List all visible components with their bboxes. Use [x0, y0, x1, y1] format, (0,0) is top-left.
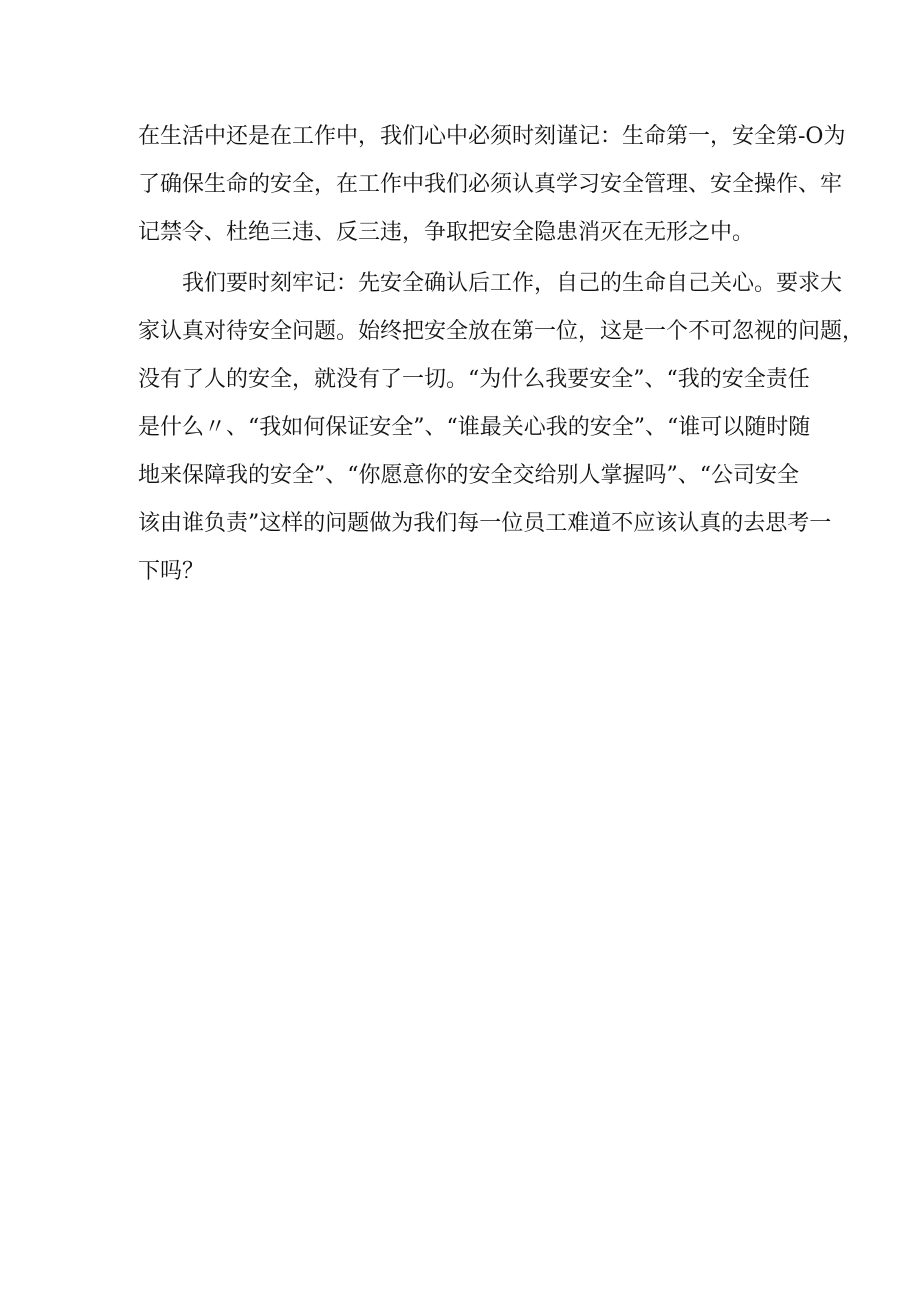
paragraph-line: 家认真对待安全问题。始终把安全放在第一位，这是一个不可忽视的问题， — [138, 319, 865, 344]
paragraph-1 — [138, 113, 846, 257]
paragraph-line: 该由谁负责”这样的问题做为我们每一位员工难道不应该认真的去思考一 — [138, 511, 832, 536]
paragraph-line: 了确保生命的安全，在工作中我们必须认真学习安全管理、安全操作、牢 — [138, 172, 843, 197]
document-body — [138, 113, 865, 644]
paragraph-line: 我们要时刻牢记：先安全确认后工作，自己的生命自己关心。要求大 — [182, 271, 843, 296]
paragraph-line: 地来保障我的安全”、“你愿意你的安全交给别人掌握吗”、“公司安全 — [138, 463, 799, 488]
paragraph-2 — [138, 260, 865, 644]
paragraph-line: 在生活中还是在工作中，我们心中必须时刻谨记：生命第一，安全第-O为 — [138, 124, 846, 149]
paragraph-line: 下吗？ — [138, 559, 205, 584]
paragraph-line: 没有了人的安全，就没有了一切。“为什么我要安全”、“我的安全责任 — [138, 367, 810, 392]
paragraph-line — [138, 596, 798, 644]
paragraph-line: 记禁令、杜绝三违、反三违，争取把安全隐患消灭在无形之中。 — [138, 220, 755, 245]
paragraph-line: 是什么〃、“我如何保证安全”、“谁最关心我的安全”、“谁可以随时随 — [138, 415, 811, 440]
